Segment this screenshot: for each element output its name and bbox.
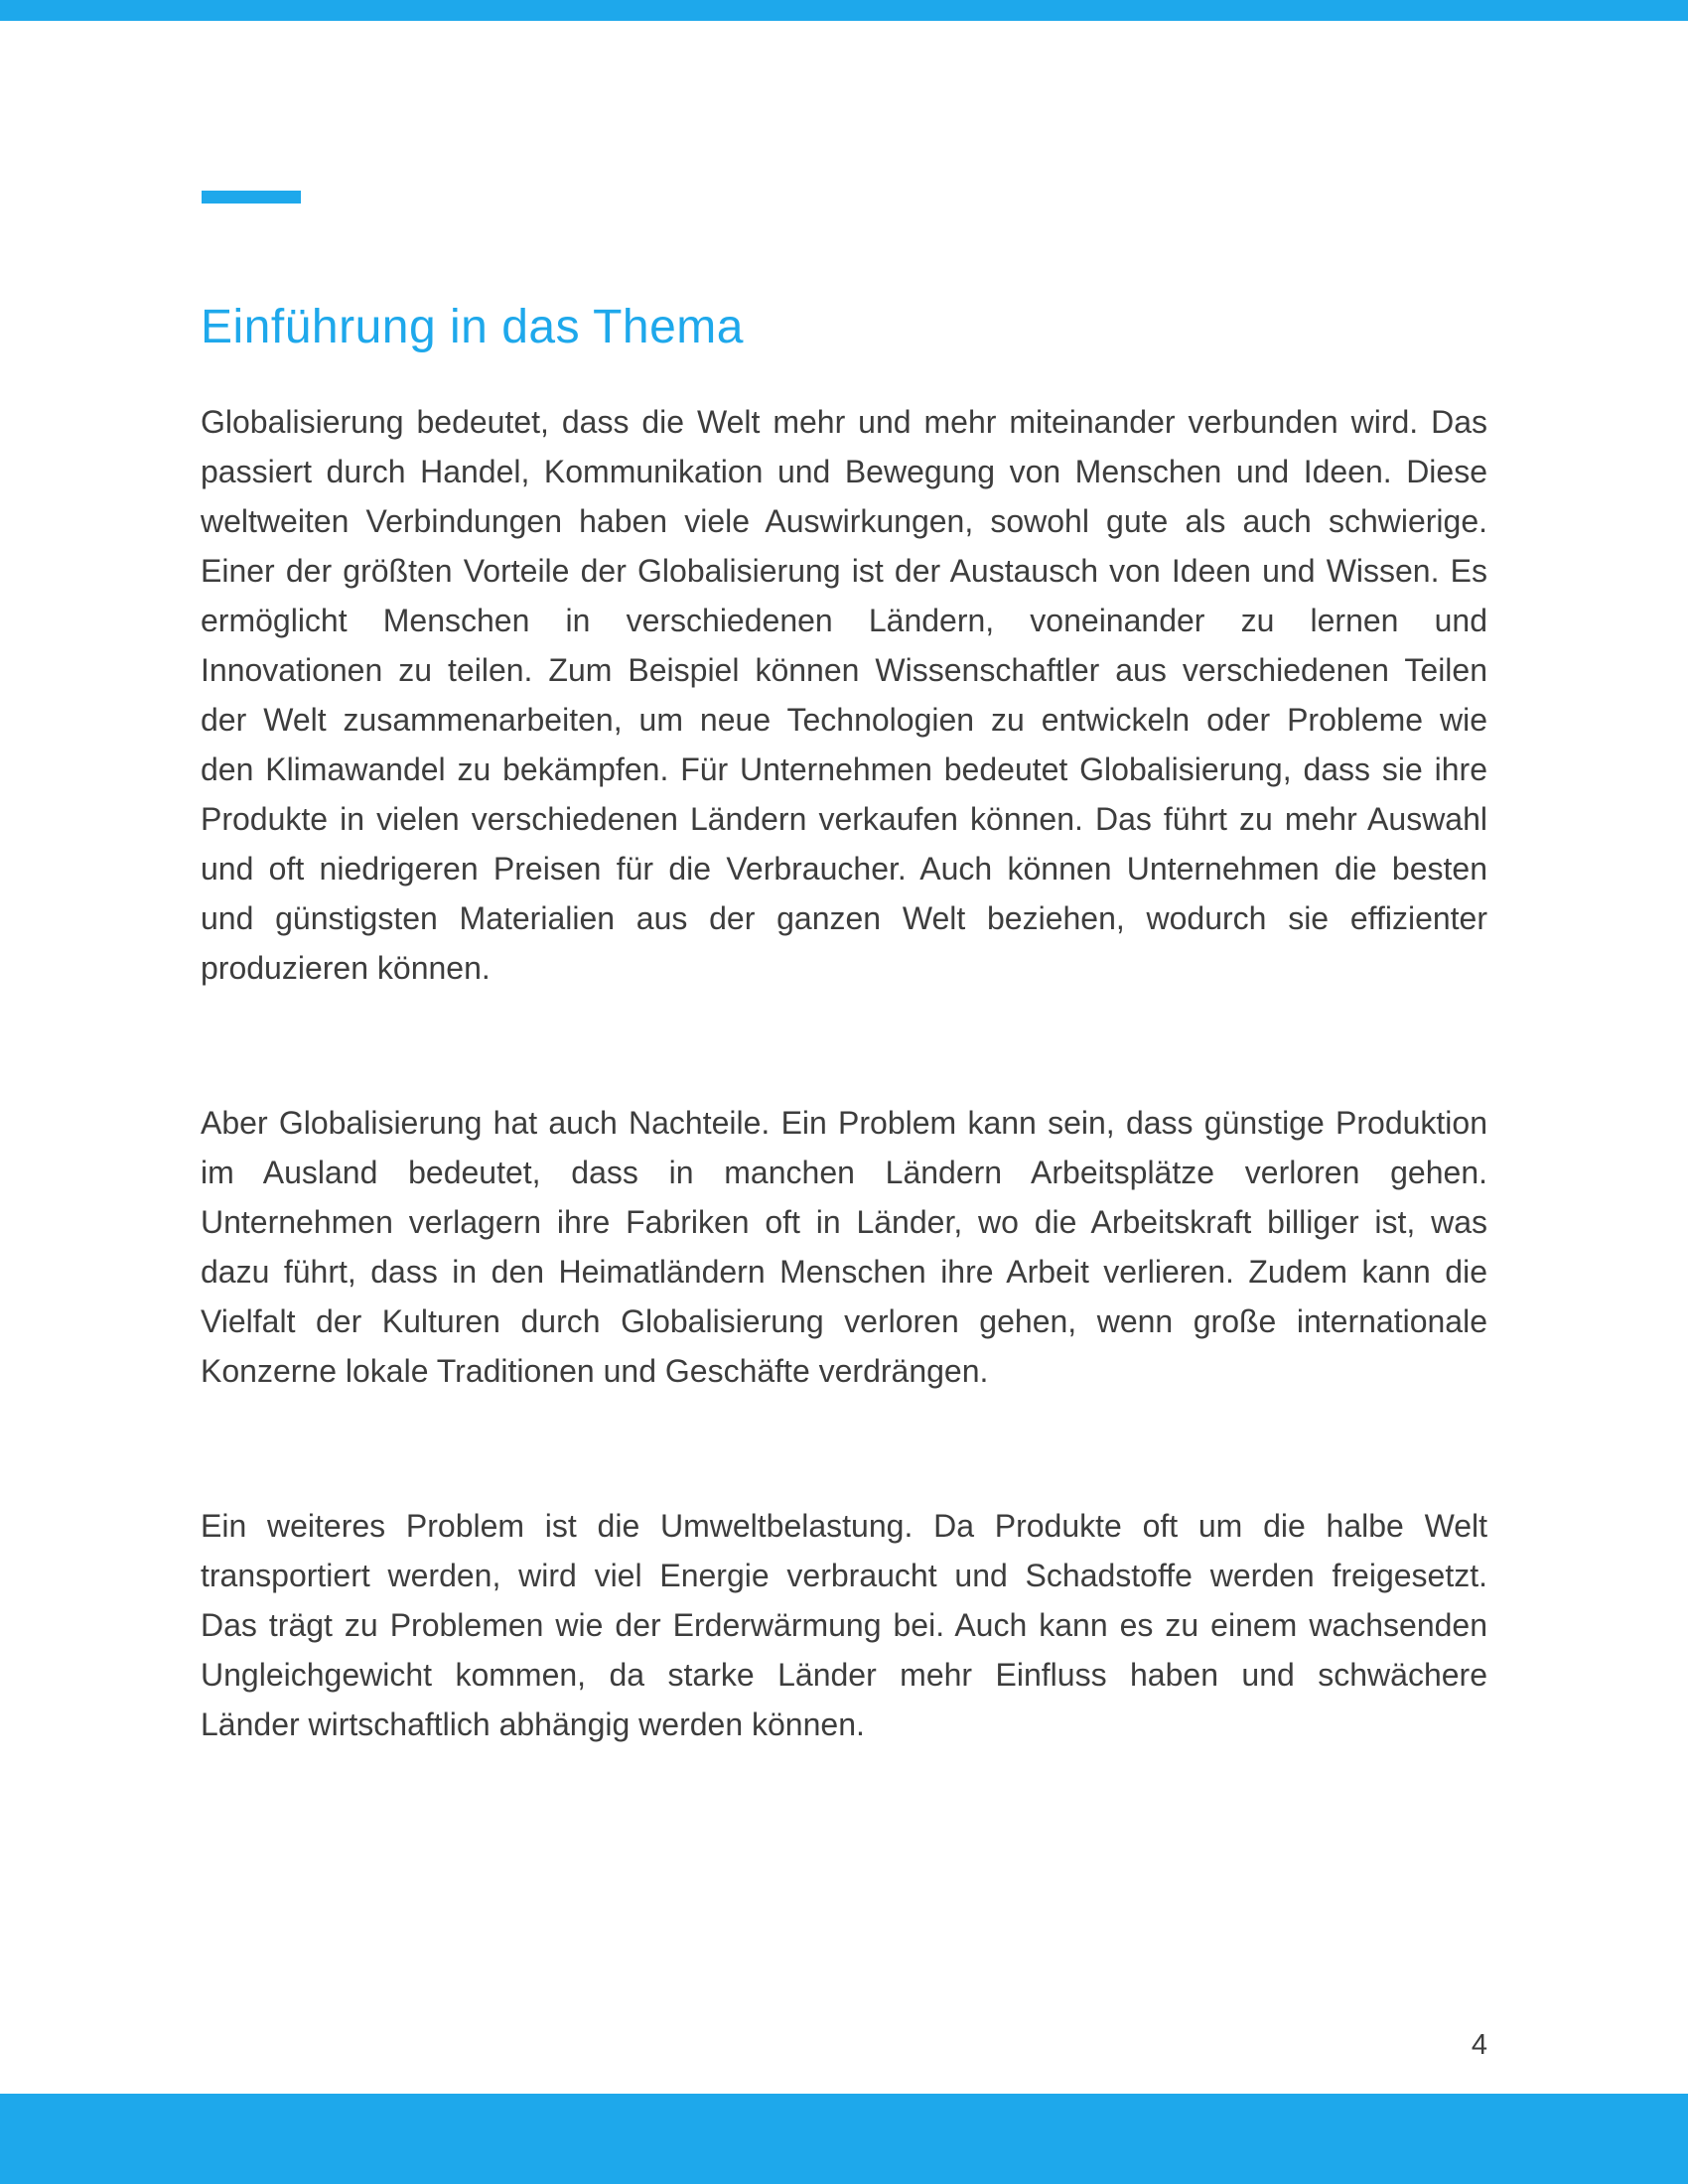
text-line: Globalisierung bedeutet, dass die Welt mehr und mehr miteinander verbunden wird. Das [201,404,1487,440]
text-line: ermöglicht Menschen in verschiedenen Ländern, voneinander zu lernen und [201,603,1487,638]
text-line: der Welt zusammenarbeiten, um neue Technologien zu entwickeln oder Probleme wie [201,702,1487,738]
accent-dash [202,191,301,204]
text-line: produzieren können. [201,950,491,986]
paragraph-environment [201,1501,1487,1749]
text-line: im Ausland bedeutet, dass in manchen Ländern Arbeitsplätze verloren gehen. [201,1155,1487,1190]
text-line: dazu führt, dass in den Heimatländern Menschen ihre Arbeit verlieren. Zudem kann die [201,1254,1487,1290]
text-line: Länder wirtschaftlich abhängig werden können. [201,1706,865,1742]
text-line: passiert durch Handel, Kommunikation und Bewegung von Menschen und Ideen. Diese [201,454,1487,489]
text-line: den Klimawandel zu bekämpfen. Für Unternehmen bedeutet Globalisierung, dass sie ihre [201,751,1487,787]
paragraph-intro [201,397,1487,993]
top-accent-bar [0,0,1688,21]
text-line: Produkte in vielen verschiedenen Ländern verkaufen können. Das führt zu mehr Auswahl [201,801,1487,837]
text-line: Unternehmen verlagern ihre Fabriken oft in Länder, wo die Arbeitskraft billiger ist, was [201,1204,1487,1240]
text-line: Aber Globalisierung hat auch Nachteile. Ein Problem kann sein, dass günstige Produktion [201,1105,1487,1141]
text-line: transportiert werden, wird viel Energie verbraucht und Schadstoffe werden freigesetzt. [201,1558,1487,1593]
paragraph-disadvantages [201,1098,1487,1396]
text-line: Innovationen zu teilen. Zum Beispiel können Wissenschaftler aus verschiedenen Teilen [201,652,1487,688]
text-line: Konzerne lokale Traditionen und Geschäfte verdrängen. [201,1353,989,1389]
body-text [201,397,1487,1749]
text-line: weltweiten Verbindungen haben viele Auswirkungen, sowohl gute als auch schwierige. [201,503,1487,539]
text-line: Ungleichgewicht kommen, da starke Länder mehr Einfluss haben und schwächere [201,1657,1487,1693]
text-line: Vielfalt der Kulturen durch Globalisierung verloren gehen, wenn große internationale [201,1303,1487,1339]
page-number: 4 [1471,2029,1487,2061]
section-heading: Einführung in das Thema [201,301,744,353]
text-line: und oft niedrigeren Preisen für die Verbraucher. Auch können Unternehmen die besten [201,851,1487,887]
text-line: Das trägt zu Problemen wie der Erderwärmung bei. Auch kann es zu einem wachsenden [201,1607,1487,1643]
text-line: Einer der größten Vorteile der Globalisierung ist der Austausch von Ideen und Wissen. Es [201,553,1487,589]
bottom-accent-bar [0,2094,1688,2184]
text-line: und günstigsten Materialien aus der ganzen Welt beziehen, wodurch sie effizienter [201,900,1487,936]
text-line: Ein weiteres Problem ist die Umweltbelastung. Da Produkte oft um die halbe Welt [201,1508,1487,1544]
